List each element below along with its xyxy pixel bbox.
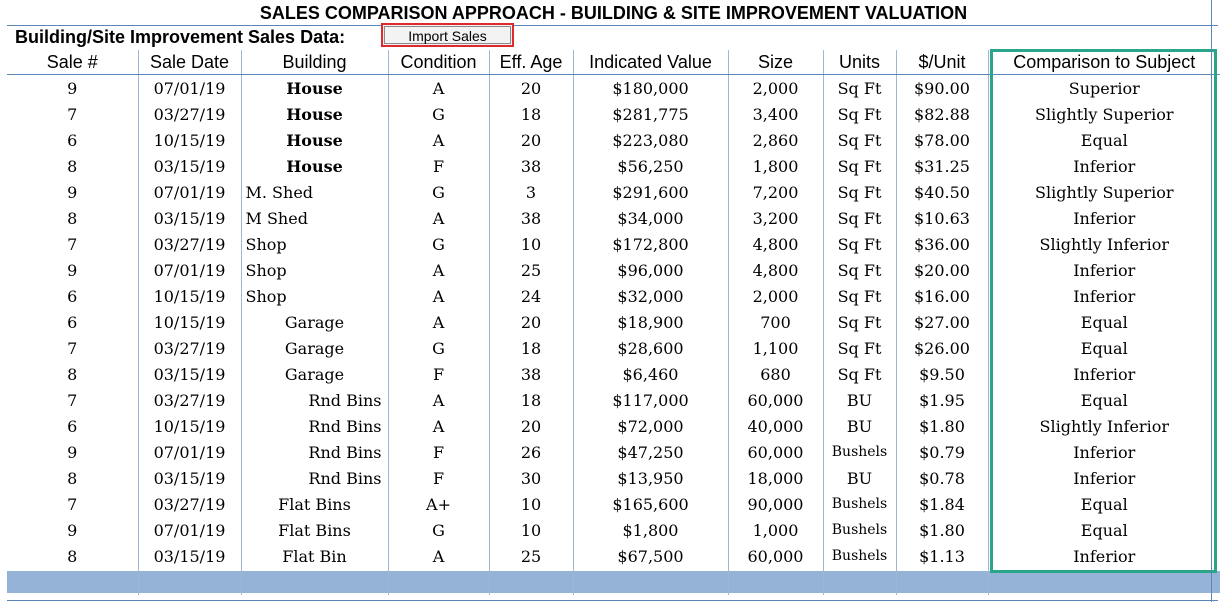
condition-cell[interactable]: A [388,387,489,413]
eff-age-cell[interactable]: 26 [489,439,573,465]
indicated-value-cell[interactable]: $6,460 [573,361,728,387]
col-header-units[interactable]: Units [823,50,896,75]
sale-number-cell[interactable]: 9 [67,182,78,202]
indicated-value-cell[interactable]: $1,800 [573,517,728,543]
indicated-value-cell[interactable]: $96,000 [573,257,728,283]
building-cell[interactable]: Shop [241,257,388,283]
sale-date-cell[interactable]: 10/15/19 [138,413,241,439]
eff-age-cell[interactable]: 38 [489,205,573,231]
eff-age-cell[interactable]: 20 [489,309,573,335]
building-cell[interactable]: Flat Bin [241,543,388,569]
units-cell[interactable]: BU [823,387,896,413]
size-cell[interactable]: 2,000 [728,283,823,309]
per-unit-cell[interactable]: $40.50 [896,179,988,205]
footer-cell[interactable] [138,569,241,595]
sale-date-cell[interactable]: 03/27/19 [138,231,241,257]
sale-number-cell[interactable]: 9 [67,78,78,98]
sales-data-label: Building/Site Improvement Sales Data: [15,27,346,47]
footer-cell[interactable] [489,569,573,595]
building-cell[interactable]: Shop [241,283,388,309]
size-cell[interactable]: 60,000 [728,543,823,569]
size-cell[interactable]: 2,000 [728,75,823,102]
indicated-value-cell[interactable]: $56,250 [573,153,728,179]
footer-cell[interactable] [988,569,1220,595]
building-cell[interactable]: M Shed [241,205,388,231]
condition-cell[interactable]: F [388,153,489,179]
table-row [7,439,1220,465]
table-row [7,517,1220,543]
indicated-value-cell[interactable]: $281,775 [573,101,728,127]
sale-number-cell[interactable]: 6 [67,286,78,306]
per-unit-cell[interactable]: $26.00 [896,335,988,361]
indicated-value-cell[interactable]: $180,000 [573,75,728,102]
per-unit-cell[interactable]: $1.95 [896,387,988,413]
sale-date-cell[interactable]: 03/15/19 [138,205,241,231]
condition-cell[interactable]: G [388,179,489,205]
sale-number-cell[interactable]: 8 [67,208,78,228]
table-row [7,257,1220,283]
condition-cell[interactable]: A [388,75,489,102]
eff-age-cell[interactable]: 10 [489,491,573,517]
comparison-cell[interactable]: Superior [988,75,1220,102]
building-cell[interactable]: Garage [241,335,388,361]
units-cell[interactable]: Sq Ft [823,179,896,205]
table-row [7,205,1220,231]
condition-cell[interactable]: F [388,361,489,387]
comparison-cell[interactable]: Inferior [988,439,1220,465]
footer-cell[interactable] [241,569,388,595]
table-row [7,179,1220,205]
comparison-cell[interactable]: Inferior [988,205,1220,231]
condition-cell[interactable]: A [388,309,489,335]
units-cell[interactable]: BU [823,465,896,491]
size-cell[interactable]: 2,860 [728,127,823,153]
eff-age-cell[interactable]: 25 [489,257,573,283]
comparison-cell[interactable]: Inferior [988,153,1220,179]
bottom-border [7,600,1218,601]
col-header-sale[interactable]: Sale # [7,50,138,75]
sale-number-cell[interactable]: 7 [67,338,78,358]
col-header-size[interactable]: Size [728,50,823,75]
sale-number-cell[interactable]: 7 [67,390,78,410]
size-cell[interactable]: 1,100 [728,335,823,361]
units-cell[interactable]: Sq Ft [823,257,896,283]
condition-cell[interactable]: A [388,257,489,283]
size-cell[interactable]: 3,400 [728,101,823,127]
indicated-value-cell[interactable]: $28,600 [573,335,728,361]
sales-table [7,50,1220,595]
import-sales-label: Import Sales [384,26,511,44]
eff-age-cell[interactable]: 38 [489,153,573,179]
size-cell[interactable]: 60,000 [728,387,823,413]
per-unit-cell[interactable]: $0.79 [896,439,988,465]
spreadsheet [7,0,1220,602]
eff-age-cell[interactable]: 18 [489,335,573,361]
size-cell[interactable]: 3,200 [728,205,823,231]
sale-date-cell[interactable]: 03/27/19 [138,387,241,413]
size-cell[interactable]: 7,200 [728,179,823,205]
footer-cell[interactable] [388,569,489,595]
units-cell[interactable]: Bushels [823,517,896,543]
table-row [7,465,1220,491]
comparison-cell[interactable]: Slightly Superior [988,101,1220,127]
size-cell[interactable]: 4,800 [728,257,823,283]
sale-date-cell[interactable]: 03/15/19 [138,361,241,387]
per-unit-cell[interactable]: $90.00 [896,75,988,102]
size-cell[interactable]: 1,000 [728,517,823,543]
building-cell[interactable]: House [241,75,388,102]
per-unit-cell[interactable]: $36.00 [896,231,988,257]
size-cell[interactable]: 60,000 [728,439,823,465]
units-cell[interactable]: Sq Ft [823,205,896,231]
sale-number-cell[interactable]: 8 [67,156,78,176]
col-header-age[interactable]: Eff. Age [489,50,573,75]
size-cell[interactable]: 90,000 [728,491,823,517]
sale-date-cell[interactable]: 07/01/19 [138,257,241,283]
per-unit-cell[interactable]: $10.63 [896,205,988,231]
units-cell[interactable]: Sq Ft [823,153,896,179]
condition-cell[interactable]: F [388,439,489,465]
table-row [7,101,1220,127]
per-unit-cell[interactable]: $1.84 [896,491,988,517]
col-header-date[interactable]: Sale Date [138,50,241,75]
eff-age-cell[interactable]: 20 [489,75,573,102]
sale-number-cell[interactable]: 6 [67,130,78,150]
sale-date-cell[interactable]: 03/15/19 [138,543,241,569]
eff-age-cell[interactable]: 30 [489,465,573,491]
sale-date-cell[interactable]: 03/15/19 [138,465,241,491]
footer-cell[interactable] [573,569,728,595]
indicated-value-cell[interactable]: $117,000 [573,387,728,413]
per-unit-cell[interactable]: $9.50 [896,361,988,387]
header-row [7,50,1220,75]
eff-age-cell[interactable]: 25 [489,543,573,569]
col-header-building[interactable]: Building [241,50,388,75]
comparison-cell[interactable]: Slightly Inferior [988,231,1220,257]
per-unit-cell[interactable]: $1.80 [896,517,988,543]
units-cell[interactable]: Sq Ft [823,75,896,102]
units-cell[interactable]: BU [823,413,896,439]
condition-cell[interactable]: G [388,335,489,361]
eff-age-cell[interactable]: 24 [489,283,573,309]
comparison-cell[interactable]: Equal [988,517,1220,543]
building-cell[interactable]: House [241,127,388,153]
import-sales-button[interactable] [381,23,514,47]
sheet-right-border [1211,0,1212,602]
indicated-value-cell[interactable]: $291,600 [573,179,728,205]
table-row [7,335,1220,361]
col-header-condition[interactable]: Condition [388,50,489,75]
per-unit-cell[interactable]: $82.88 [896,101,988,127]
building-cell[interactable]: House [241,153,388,179]
table-row [7,153,1220,179]
table-row [7,283,1220,309]
comparison-cell[interactable]: Inferior [988,257,1220,283]
units-cell[interactable]: Bushels [823,491,896,517]
building-cell[interactable]: Rnd Bins [241,439,388,465]
per-unit-cell[interactable]: $16.00 [896,283,988,309]
indicated-value-cell[interactable]: $72,000 [573,413,728,439]
building-cell[interactable]: Flat Bins [241,491,388,517]
indicated-value-cell[interactable]: $13,950 [573,465,728,491]
building-cell[interactable]: M. Shed [241,179,388,205]
size-cell[interactable]: 1,800 [728,153,823,179]
condition-cell[interactable]: G [388,231,489,257]
sale-date-cell[interactable]: 10/15/19 [138,309,241,335]
indicated-value-cell[interactable]: $67,500 [573,543,728,569]
units-cell[interactable]: Sq Ft [823,101,896,127]
size-cell[interactable]: 18,000 [728,465,823,491]
units-cell[interactable]: Sq Ft [823,283,896,309]
condition-cell[interactable]: A [388,413,489,439]
indicated-value-cell[interactable]: $34,000 [573,205,728,231]
per-unit-cell[interactable]: $1.13 [896,543,988,569]
size-cell[interactable]: 4,800 [728,231,823,257]
building-cell[interactable]: Rnd Bins [241,465,388,491]
indicated-value-cell[interactable]: $18,900 [573,309,728,335]
building-cell[interactable]: Rnd Bins [241,387,388,413]
sale-number-cell[interactable]: 8 [67,468,78,488]
eff-age-cell[interactable]: 20 [489,413,573,439]
sale-date-cell[interactable]: 10/15/19 [138,127,241,153]
per-unit-cell[interactable]: $78.00 [896,127,988,153]
indicated-value-cell[interactable]: $47,250 [573,439,728,465]
footer-cell[interactable] [728,569,823,595]
col-header-value[interactable]: Indicated Value [573,50,728,75]
footer-cell[interactable] [896,569,988,595]
eff-age-cell[interactable]: 20 [489,127,573,153]
comparison-cell[interactable]: Inferior [988,361,1220,387]
eff-age-cell[interactable]: 18 [489,101,573,127]
table-row [7,413,1220,439]
col-header-comparison[interactable]: Comparison to Subject [988,50,1220,75]
footer-cell[interactable] [7,569,138,595]
comparison-cell[interactable]: Inferior [988,543,1220,569]
units-cell[interactable]: Sq Ft [823,127,896,153]
sale-number-cell[interactable]: 7 [67,234,78,254]
condition-cell[interactable]: G [388,517,489,543]
sale-date-cell[interactable]: 07/01/19 [138,439,241,465]
comparison-cell[interactable]: Equal [988,387,1220,413]
footer-row [7,569,1220,595]
sale-number-cell[interactable]: 9 [67,442,78,462]
indicated-value-cell[interactable]: $172,800 [573,231,728,257]
condition-cell[interactable]: A [388,205,489,231]
size-cell[interactable]: 40,000 [728,413,823,439]
units-cell[interactable]: Bushels [823,543,896,569]
building-cell[interactable]: Rnd Bins [241,413,388,439]
sale-date-cell[interactable]: 10/15/19 [138,283,241,309]
building-cell[interactable]: Shop [241,231,388,257]
comparison-cell[interactable]: Equal [988,335,1220,361]
table-row [7,387,1220,413]
per-unit-cell[interactable]: $20.00 [896,257,988,283]
table-row [7,75,1220,102]
sale-number-cell[interactable]: 6 [67,416,78,436]
condition-cell[interactable]: A [388,543,489,569]
sale-date-cell[interactable]: 03/15/19 [138,153,241,179]
condition-cell[interactable]: F [388,465,489,491]
col-header-per-unit[interactable]: $/Unit [896,50,988,75]
comparison-cell[interactable]: Equal [988,127,1220,153]
sale-number-cell[interactable]: 9 [67,520,78,540]
indicated-value-cell[interactable]: $223,080 [573,127,728,153]
eff-age-cell[interactable]: 38 [489,361,573,387]
units-cell[interactable]: Sq Ft [823,231,896,257]
table-row [7,491,1220,517]
per-unit-cell[interactable]: $31.25 [896,153,988,179]
condition-cell[interactable]: A [388,283,489,309]
units-cell[interactable]: Bushels [823,439,896,465]
indicated-value-cell[interactable]: $32,000 [573,283,728,309]
table-row [7,309,1220,335]
sale-date-cell[interactable]: 07/01/19 [138,517,241,543]
condition-cell[interactable]: A+ [388,491,489,517]
sale-number-cell[interactable]: 8 [67,546,78,566]
building-cell[interactable]: Flat Bins [241,517,388,543]
eff-age-cell[interactable]: 3 [489,179,573,205]
condition-cell[interactable]: A [388,127,489,153]
comparison-cell[interactable]: Inferior [988,465,1220,491]
sale-date-cell[interactable]: 03/27/19 [138,101,241,127]
comparison-cell[interactable]: Equal [988,309,1220,335]
comparison-cell[interactable]: Equal [988,491,1220,517]
sale-date-cell[interactable]: 03/27/19 [138,491,241,517]
per-unit-cell[interactable]: $0.78 [896,465,988,491]
size-cell[interactable]: 680 [728,361,823,387]
sale-date-cell[interactable]: 03/27/19 [138,335,241,361]
page-title: SALES COMPARISON APPROACH - BUILDING & SITE IMPROVEMENT VALUATION [259,3,968,23]
table-row [7,543,1220,569]
sale-date-cell[interactable]: 07/01/19 [138,179,241,205]
building-cell[interactable]: Garage [241,309,388,335]
table-row [7,231,1220,257]
eff-age-cell[interactable]: 10 [489,517,573,543]
comparison-cell[interactable]: Inferior [988,283,1220,309]
units-cell[interactable]: Sq Ft [823,335,896,361]
building-cell[interactable]: Garage [241,361,388,387]
indicated-value-cell[interactable]: $165,600 [573,491,728,517]
sale-number-cell[interactable]: 9 [67,260,78,280]
per-unit-cell[interactable]: $27.00 [896,309,988,335]
per-unit-cell[interactable]: $1.80 [896,413,988,439]
table-row [7,361,1220,387]
units-cell[interactable]: Sq Ft [823,309,896,335]
size-cell[interactable]: 700 [728,309,823,335]
eff-age-cell[interactable]: 10 [489,231,573,257]
footer-cell[interactable] [823,569,896,595]
comparison-cell[interactable]: Slightly Inferior [988,413,1220,439]
units-cell[interactable]: Sq Ft [823,361,896,387]
sale-date-cell[interactable]: 07/01/19 [138,75,241,102]
building-cell[interactable]: House [241,101,388,127]
sale-number-cell[interactable]: 6 [67,312,78,332]
sale-number-cell[interactable]: 8 [67,364,78,384]
sale-number-cell[interactable]: 7 [67,104,78,124]
table-row [7,127,1220,153]
sale-number-cell[interactable]: 7 [67,494,78,514]
condition-cell[interactable]: G [388,101,489,127]
eff-age-cell[interactable]: 18 [489,387,573,413]
comparison-cell[interactable]: Slightly Superior [988,179,1220,205]
